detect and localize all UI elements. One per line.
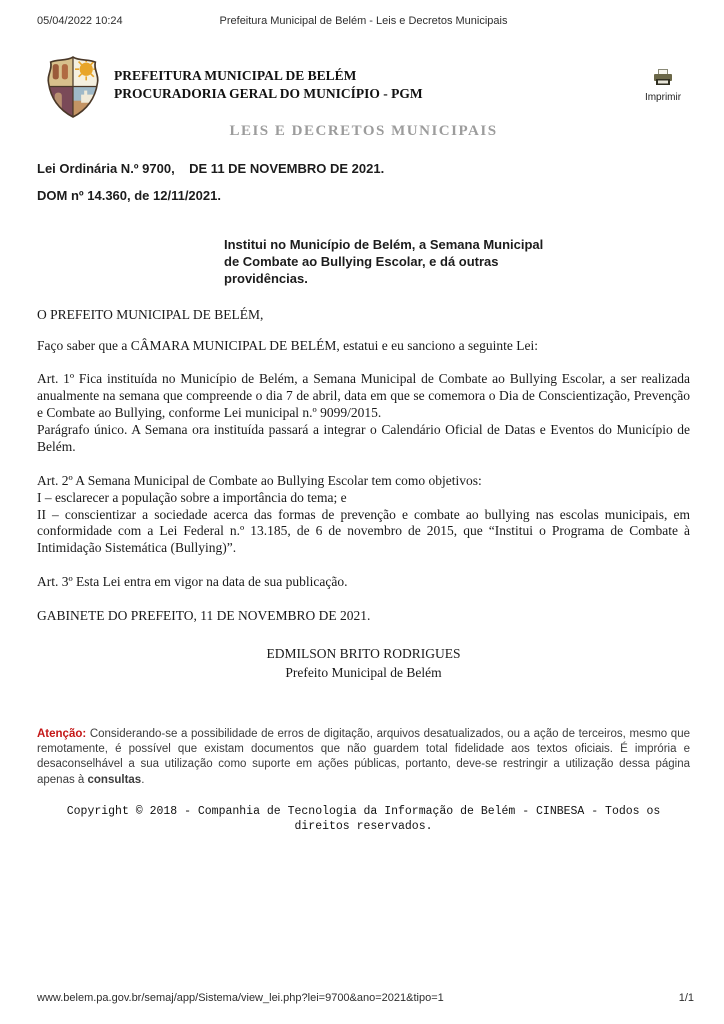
- law-preamble: Faço saber que a CÂMARA MUNICIPAL DE BELÉM, estatui e eu sanciono a seguinte Lei:: [37, 337, 539, 353]
- law-summary: Institui no Município de Belém, a Semana Municipal de Combate ao Bullying Escolar, e dá outras providências.: [224, 237, 544, 286]
- warning-label: Atenção:: [37, 727, 87, 740]
- signature-name: EDMILSON BRITO RODRIGUES: [266, 645, 461, 661]
- article-2-item-ii: II – conscientizar a sociedade acerca das formas de prevenção e combate ao bullying nas escolas municipais, em conformidade com a Lei Federal n.º 13.185, de 6 de novembro de 2015, que “Institui o Programa de Combate à Intimidação Sistemática (Bullying)”.: [37, 506, 690, 556]
- print-button[interactable]: [636, 69, 690, 103]
- print-datetime: 05/04/2022 10:24: [37, 15, 123, 27]
- signature-role: Prefeito Municipal de Belém: [285, 664, 442, 680]
- article-2-block: [37, 473, 690, 557]
- signature-block: [37, 645, 690, 683]
- article-1-block: [37, 371, 690, 455]
- belem-coat-of-arms-icon: [42, 55, 104, 119]
- warning-text: Considerando-se a possibilidade de erros de digitação, arquivos desatualizados, ou a ação de terceiros, mesmo que remotamente, é possível que existam documentos que não guardem total fidelidade aos textos oficiais. É imprória e desaconselhável a sua utilização como suporte em ações públicas, portanto, deve-se restringir a utilização dessa página apenas à: [37, 727, 690, 786]
- browser-print-header: [37, 15, 690, 29]
- closing-line: GABINETE DO PREFEITO, 11 DE NOVEMBRO DE 2021.: [37, 608, 371, 624]
- copyright-line: Copyright © 2018 - Companhia de Tecnologia da Informação de Belém - CINBESA - Todos os direitos reservados.: [66, 804, 661, 833]
- law-number-line: Lei Ordinária N.º 9700, DE 11 DE NOVEMBRO DE 2021.: [37, 161, 385, 176]
- warning-bold-word: consultas: [87, 773, 142, 786]
- browser-print-footer: [37, 992, 694, 1004]
- article-2: Art. 2º A Semana Municipal de Combate ao Bullying Escolar tem como objetivos:: [37, 472, 482, 488]
- printer-icon: [652, 73, 674, 90]
- law-opening: O PREFEITO MUNICIPAL DE BELÉM,: [37, 306, 264, 322]
- warning-period: .: [141, 773, 145, 786]
- letterhead: [42, 55, 690, 119]
- warning-notice: [37, 727, 690, 788]
- article-3: Art. 3º Esta Lei entra em vigor na data de sua publicação.: [37, 574, 348, 590]
- dom-line: DOM nº 14.360, de 12/11/2021.: [37, 188, 221, 203]
- article-1: Art. 1º Fica instituída no Município de Belém, a Semana Municipal de Combate ao Bullying Escolar, a ser realizada anualmente na semana que compreende o dia 7 de abril, data em que se comemora o Dia de Conscientização, Prevenção e Combate ao Bullying, conforme Lei municipal n.º 9099/2015.: [37, 371, 690, 421]
- org-name-line2: PROCURADORIA GERAL DO MUNICÍPIO - PGM: [114, 85, 423, 101]
- law-document: [37, 118, 690, 835]
- article-2-item-i: I – esclarecer a população sobre a importância do tema; e: [37, 489, 347, 505]
- article-1-sole-paragraph: Parágrafo único. A Semana ora instituída passará a integrar o Calendário Oficial de Datas e Eventos do Município de Belém.: [37, 422, 690, 454]
- footer-url: www.belem.pa.gov.br/semaj/app/Sistema/view_lei.php?lei=9700&ano=2021&tipo=1: [37, 992, 444, 1004]
- print-button-label: Imprimir: [644, 92, 682, 103]
- org-name-line1: PREFEITURA MUNICIPAL DE BELÉM: [114, 68, 357, 83]
- print-document-title: Prefeitura Municipal de Belém - Leis e Decretos Municipais: [219, 15, 508, 27]
- organization-name: [114, 55, 423, 103]
- page-title: LEIS E DECRETOS MUNICIPAIS: [229, 123, 498, 139]
- page-number: 1/1: [678, 992, 694, 1004]
